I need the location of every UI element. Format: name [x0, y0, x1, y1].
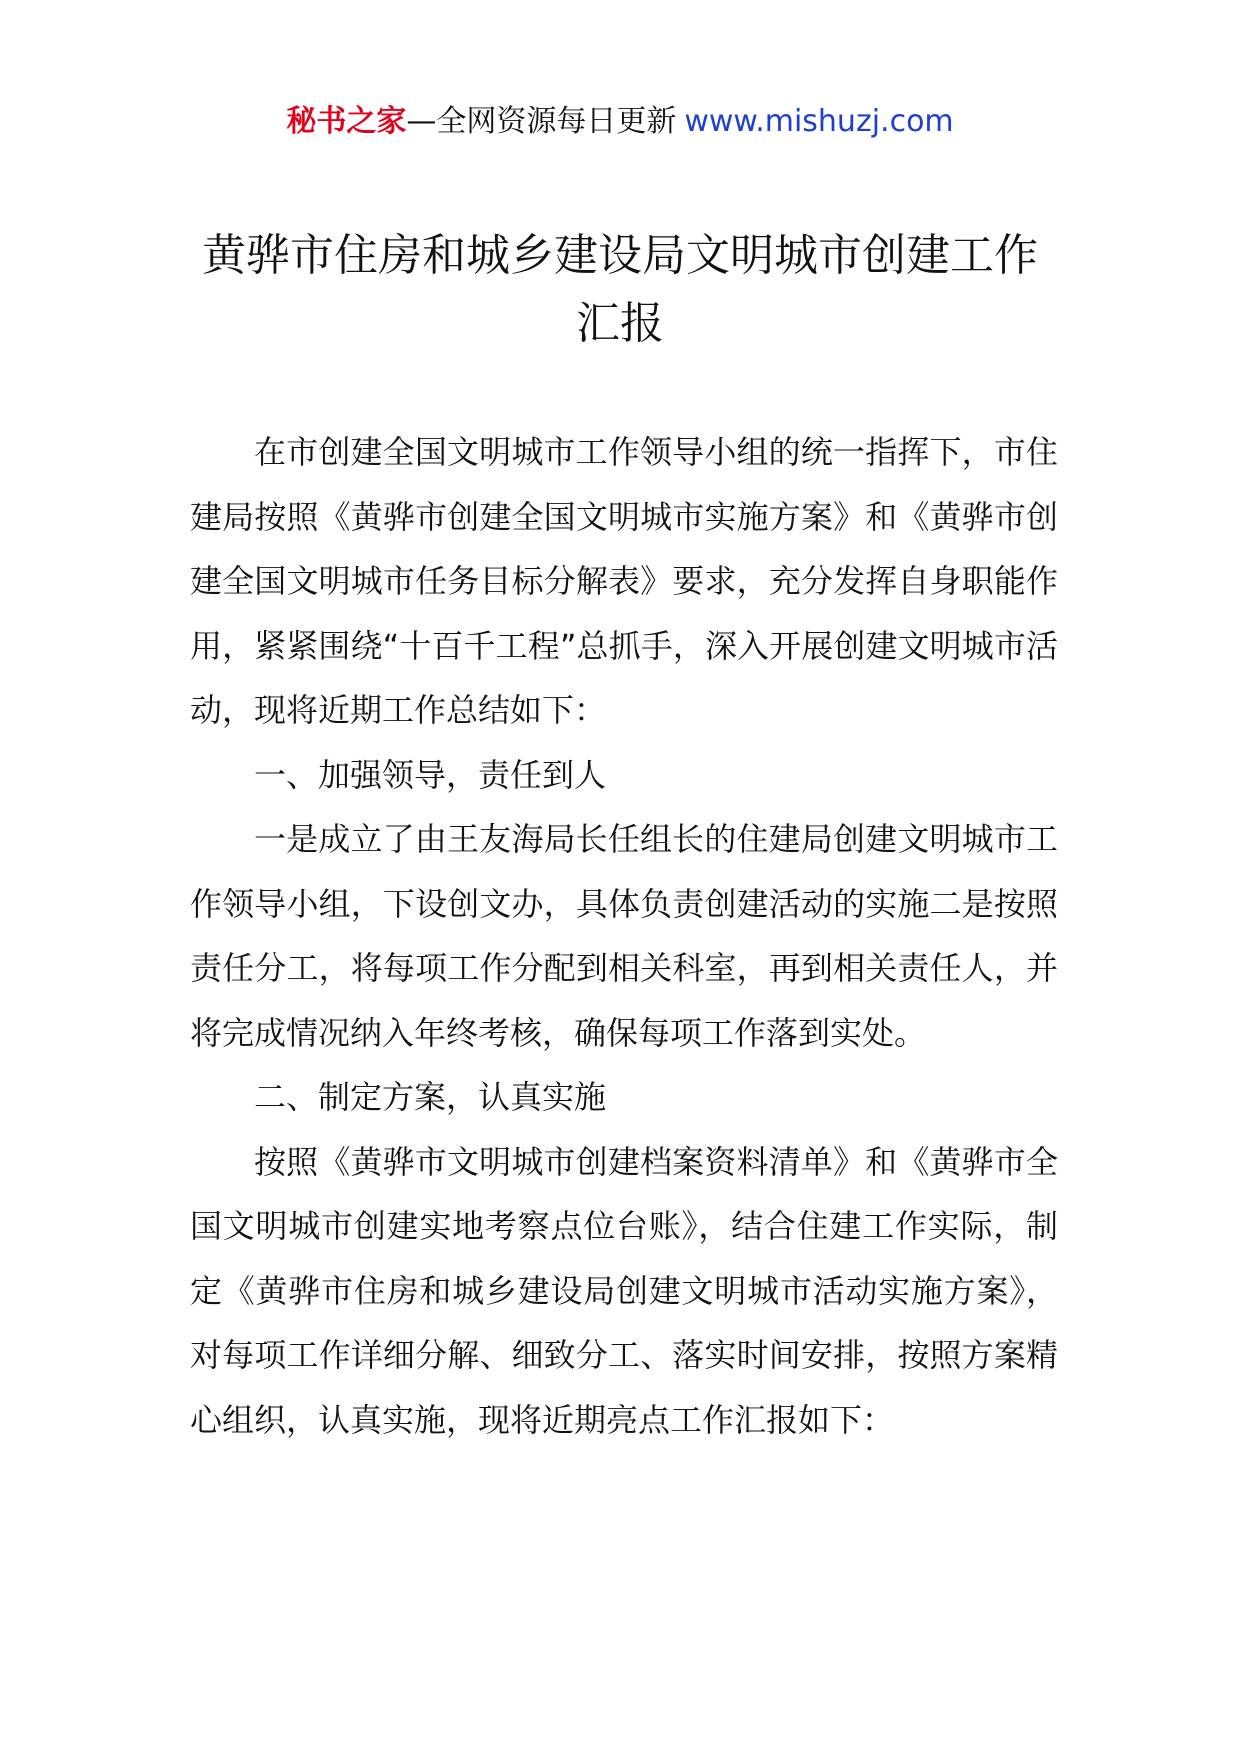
- intro-paragraph: 在市创建全国文明城市工作领导小组的统一指挥下，市住建局按照《黄骅市创建全国文明城市实施方案》和《黄骅市创建全国文明城市任务目标分解表》要求，充分发挥自身职能作用，紧紧围绕“十百千工程”总抓手，深入开展创建文明城市活动，现将近期工作总结如下：: [190, 433, 1058, 729]
- brand-name: 秘书之家: [286, 104, 407, 139]
- section-2-paragraph: 按照《黄骅市文明城市创建档案资料清单》和《黄骅市全国文明城市创建实地考察点位台账》，结合住建工作实际，制定《黄骅市住房和城乡建设局创建文明城市活动实施方案》，对每项工作详细分解、细致分工、落实时间安排，按照方案精心组织，认真实施，现将近期亮点工作汇报如下：: [190, 1142, 1058, 1439]
- site-url-link[interactable]: www.mishuzj.com: [684, 104, 954, 139]
- section-heading-1: 一、加强领导，责任到人: [254, 755, 607, 794]
- document-title: 黄骅市住房和城乡建设局文明城市创建工作汇报: [202, 230, 1038, 349]
- section-1-paragraph: 一是成立了由王友海局长任组长的住建局创建文明城市工作领导小组，下设创文办，具体负责创建活动的实施二是按照责任分工，将每项工作分配到相关科室，再到相关责任人，并将完成情况纳入年终考核，确保每项工作落到实处。: [190, 820, 1058, 1052]
- header-slogan: —全网资源每日更新: [406, 104, 677, 139]
- site-header: [0, 102, 1240, 142]
- section-heading-2: 二、制定方案，认真实施: [254, 1078, 607, 1116]
- document-body: [190, 420, 1058, 1452]
